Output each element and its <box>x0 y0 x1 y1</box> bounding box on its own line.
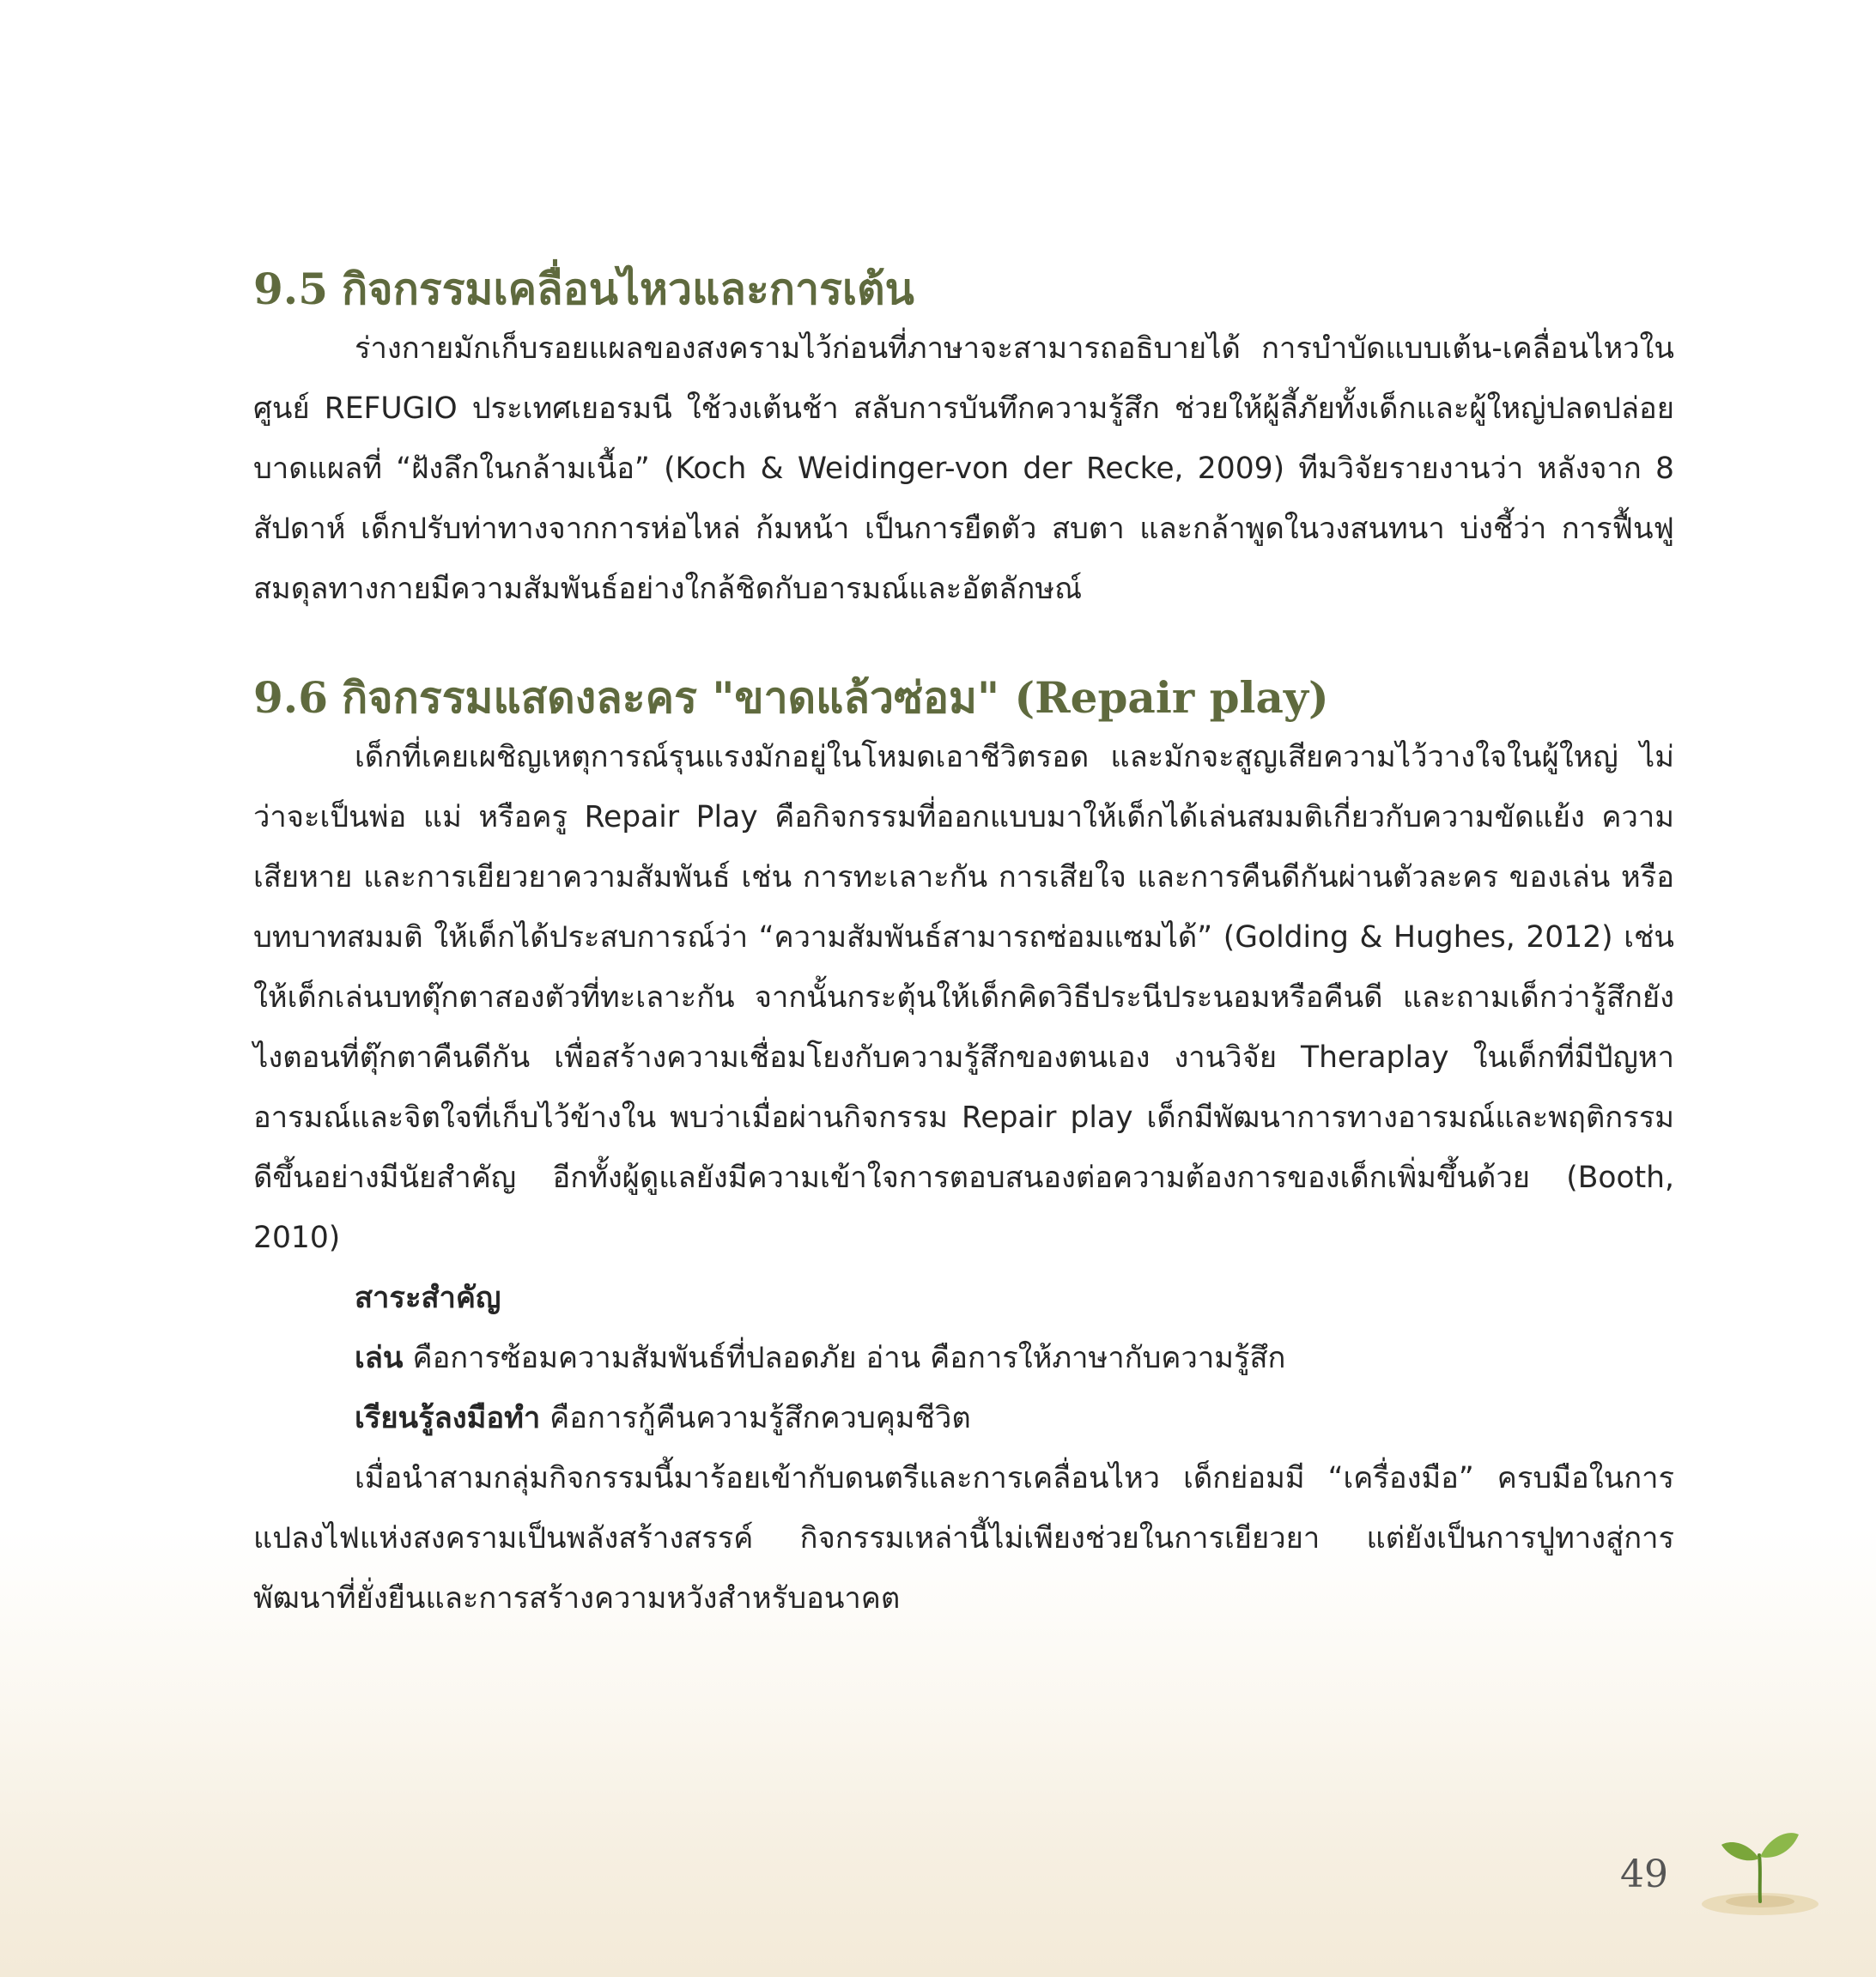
key-description: คือการกู้คืนความรู้สึกควบคุมชีวิต <box>540 1401 971 1435</box>
section-9-5-paragraph: ร่างกายมักเก็บรอยแผลของสงครามไว้ก่อนที่ภาษาจะสามารถอธิบายได้ การบำบัดแบบเต้น-เคลื่อนไหวในศูนย์ REFUGIO ประเทศเยอรมนี ใช้วงเต้นช้า สลับการบันทึกความรู้สึก ช่วยให้ผู้ลี้ภัยทั้งเด็กและผู้ใหญ่ปลดปล่อยบาดแผลที่ “ฝังลึกในกล้ามเนื้อ” (Koch & Weidinger-von der Recke, 2009) ทีมวิจัยรายงานว่า หลังจาก 8 สัปดาห์ เด็กปรับท่าทางจากการห่อไหล่ ก้มหน้า เป็นการยืดตัว สบตา และกล้าพูดในวงสนทนา บ่งชี้ว่า การฟื้นฟูสมดุลทางกายมีความสัมพันธ์อย่างใกล้ชิดกับอารมณ์และอัตลักษณ์ <box>253 331 1674 606</box>
key-point-play <box>253 1328 1674 1388</box>
section-title: กิจกรรมแสดงละคร "ขาดแล้วซ่อม" (Repair play) <box>342 672 1329 723</box>
sprout-stem <box>1759 1855 1760 1901</box>
section-number: 9.6 <box>253 672 328 723</box>
sprout-leaf-left <box>1721 1842 1759 1860</box>
section-heading-9-6 <box>253 670 1674 725</box>
key-point-learning <box>253 1388 1674 1448</box>
key-term: เรียนรู้ลงมือทำ <box>355 1401 541 1435</box>
sprout-leaf-right <box>1760 1833 1799 1858</box>
sprout-icon <box>1696 1816 1824 1919</box>
section-9-6-paragraph: เด็กที่เคยเผชิญเหตุการณ์รุนแรงมักอยู่ในโหมดเอาชีวิตรอด และมักจะสูญเสียความไว้วางใจในผู้ใหญ่ ไม่ว่าจะเป็นพ่อ แม่ หรือครู Repair Play คือกิจกรรมที่ออกแบบมาให้เด็กได้เล่นสมมติเกี่ยวกับความขัดแย้ง ความเสียหาย และการเยียวยาความสัมพันธ์ เช่น การทะเลาะกัน การเสียใจ และการคืนดีกันผ่านตัวละคร ของเล่น หรือบทบาทสมมติ ให้เด็กได้ประสบการณ์ว่า “ความสัมพันธ์สามารถซ่อมแซมได้” (Golding & Hughes, 2012) เช่น ให้เด็กเล่นบทตุ๊กตาสองตัวที่ทะเลาะกัน จากนั้นกระตุ้นให้เด็กคิดวิธีประนีประนอมหรือคืนดี และถามเด็กว่ารู้สึกยังไงตอนที่ตุ๊กตาคืนดีกัน เพื่อสร้างความเชื่อมโยงกับความรู้สึกของตนเอง งานวิจัย Theraplay ในเด็กที่มีปัญหาอารมณ์และจิตใจที่เก็บไว้ข้างใน พบว่าเมื่อผ่านกิจกรรม Repair play เด็กมีพัฒนาการทางอารมณ์และพฤติกรรมดีขึ้นอย่างมีนัยสำคัญ อีกทั้งผู้ดูแลยังมีความเข้าใจการตอบสนองต่อความต้องการของเด็กเพิ่มขึ้นด้วย (Booth, 2010) <box>253 740 1674 1255</box>
key-description: คือการซ้อมความสัมพันธ์ที่ปลอดภัย อ่าน คือการให้ภาษากับความรู้สึก <box>403 1341 1286 1375</box>
key-heading-text: สาระสำคัญ <box>355 1281 501 1315</box>
section-title: กิจกรรมเคลื่อนไหวและการเต้น <box>342 264 914 314</box>
section-heading-9-5 <box>253 262 1674 317</box>
section-number: 9.5 <box>253 264 328 314</box>
page-content <box>253 262 1674 1628</box>
key-points-heading <box>253 1268 1674 1328</box>
page-number: 49 <box>1620 1853 1668 1896</box>
section-gap <box>253 619 1674 670</box>
closing-paragraph: เมื่อนำสามกลุ่มกิจกรรมนี้มาร้อยเข้ากับดนตรีและการเคลื่อนไหว เด็กย่อมมี “เครื่องมือ” ครบมือในการแปลงไฟแห่งสงครามเป็นพลังสร้างสรรค์ กิจกรรมเหล่านี้ไม่เพียงช่วยในการเยียวยา แต่ยังเป็นการปูทางสู่การพัฒนาที่ยั่งยืนและการสร้างความหวังสำหรับอนาคต <box>253 1461 1674 1616</box>
key-term: เล่น <box>355 1341 404 1375</box>
